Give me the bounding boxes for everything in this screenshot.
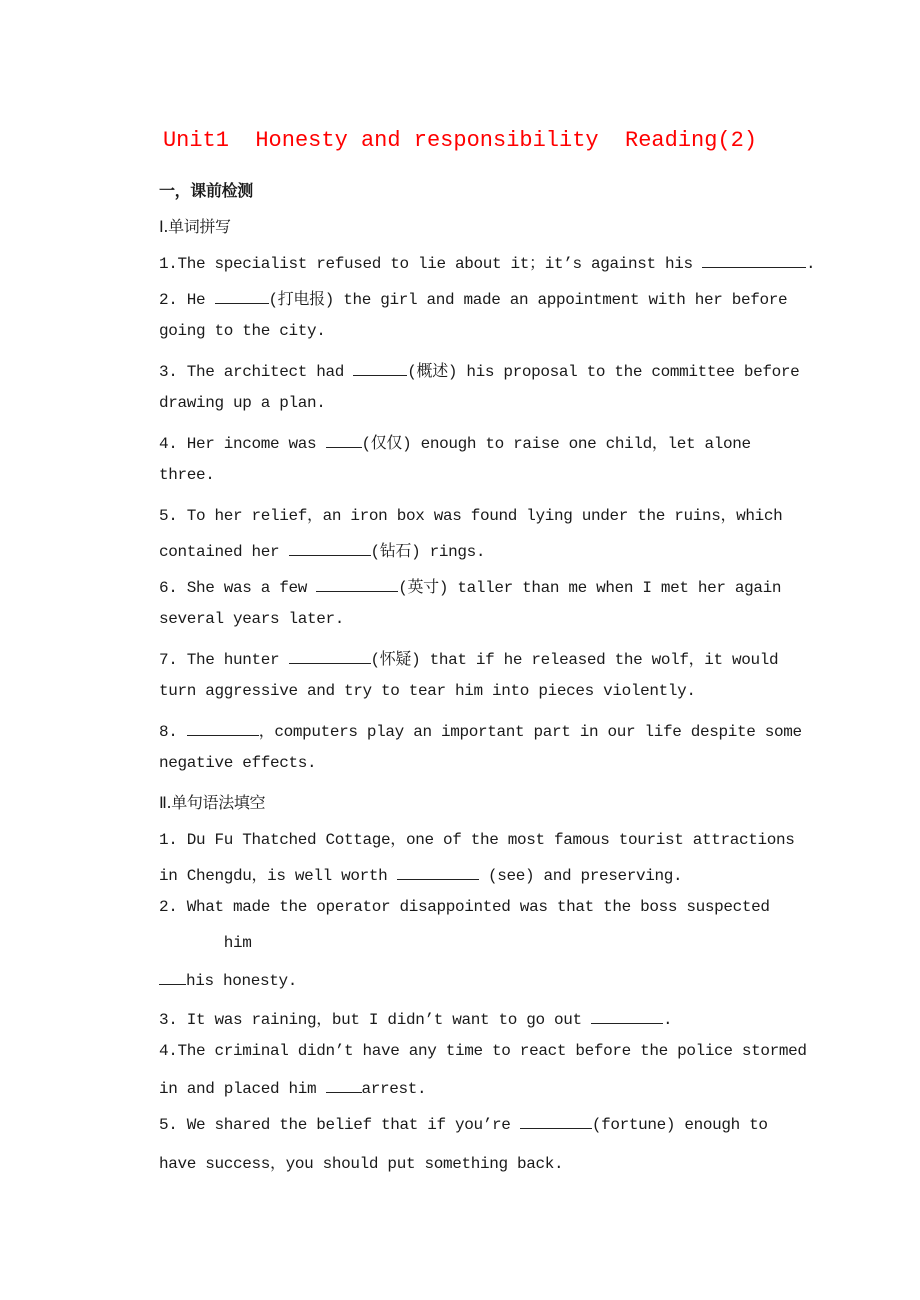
question-line: him bbox=[159, 934, 252, 952]
answer-blank[interactable] bbox=[159, 970, 186, 985]
page-title: Unit1 Honesty and responsibility Reading(2) bbox=[162, 128, 758, 153]
question-line: 4.The criminal didn’t have any time to react before the police stormed bbox=[159, 1042, 807, 1060]
question-line: 2. What made the operator disappointed was that the boss suspected bbox=[159, 898, 770, 916]
question-line: going to the city. bbox=[159, 322, 326, 340]
part1-heading: Ⅰ.单词拼写 bbox=[159, 217, 231, 236]
answer-blank[interactable] bbox=[520, 1114, 592, 1129]
answer-blank[interactable] bbox=[591, 1009, 663, 1024]
question-line: 2. He (打电报) the girl and made an appointment with her before bbox=[159, 291, 788, 309]
answer-blank[interactable] bbox=[326, 433, 362, 448]
question-line: 3. The architect had (概述) his proposal to the committee before bbox=[159, 363, 800, 381]
question-line: turn aggressive and try to tear him into pieces violently. bbox=[159, 682, 696, 700]
part2-heading: Ⅱ.单句语法填空 bbox=[159, 793, 266, 812]
answer-blank[interactable] bbox=[289, 541, 371, 556]
question-line: 4. Her income was (仅仅) enough to raise one child，let alone bbox=[159, 435, 751, 453]
answer-blank[interactable] bbox=[187, 721, 259, 736]
question-line: 8. ，computers play an important part in our life despite some bbox=[159, 723, 802, 741]
answer-blank[interactable] bbox=[316, 577, 398, 592]
question-line: his honesty. bbox=[159, 970, 297, 990]
question-line: in Chengdu，is well worth (see) and preserving. bbox=[159, 867, 683, 885]
question-line: 1. Du Fu Thatched Cottage，one of the most famous tourist attractions bbox=[159, 831, 795, 849]
question-line: 5. To her relief，an iron box was found lying under the ruins，which bbox=[159, 507, 783, 525]
question-line: 1.The specialist refused to lie about it；it’s against his . bbox=[159, 255, 816, 273]
question-line: negative effects. bbox=[159, 754, 317, 772]
question-line: have success，you should put something back. bbox=[159, 1155, 564, 1173]
question-line: 6. She was a few (英寸) taller than me when I met her again bbox=[159, 579, 782, 597]
question-line: 5. We shared the belief that if you’re (fortune) enough to bbox=[159, 1116, 768, 1134]
answer-blank[interactable] bbox=[353, 361, 407, 376]
question-line: drawing up a plan. bbox=[159, 394, 326, 412]
question-line: 7. The hunter (怀疑) that if he released the wolf，it would bbox=[159, 651, 779, 669]
question-line: 3. It was raining，but I didn’t want to go out . bbox=[159, 1011, 673, 1029]
answer-blank[interactable] bbox=[702, 253, 806, 268]
question-line: several years later. bbox=[159, 610, 345, 628]
section-heading: 一，课前检测 bbox=[159, 181, 253, 200]
answer-blank[interactable] bbox=[326, 1078, 362, 1093]
answer-blank[interactable] bbox=[215, 289, 269, 304]
answer-blank[interactable] bbox=[289, 649, 371, 664]
question-line: three. bbox=[159, 466, 215, 484]
question-line: contained her (钻石) rings. bbox=[159, 543, 486, 561]
question-line: in and placed him arrest. bbox=[159, 1080, 427, 1098]
answer-blank[interactable] bbox=[397, 865, 479, 880]
